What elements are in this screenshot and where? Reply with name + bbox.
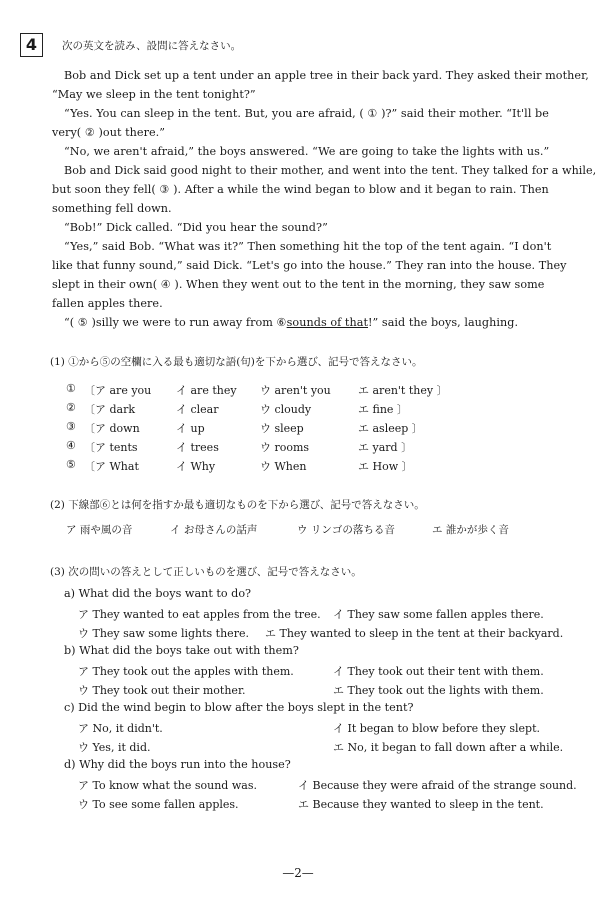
passage-line: very( ② )out there.” [52,126,166,139]
choice: イ Because they were afraid of the strange sound. [298,779,577,792]
choice: ウ cloudy [260,403,312,416]
choice: 〔ア tents [84,441,138,454]
choice: イ up [176,422,205,435]
blank-number: ③ [66,420,76,433]
choice: イ They took out their tent with them. [333,665,544,678]
blank-number: ④ [66,439,76,452]
passage-line: “Bob!” Dick called. “Did you hear the sound?” [64,221,328,234]
choice: エ No, it began to fall down after a while. [333,741,564,754]
passage-line-last [64,316,518,329]
choice: イ are they [176,384,237,397]
blank-number: ⑤ [66,458,76,471]
q3-question: a) What did the boys want to do? [64,587,252,600]
passage-line: fallen apples there. [52,297,163,310]
choice: ウ sleep [260,422,304,435]
choice: ウ リンゴの落ちる音 [297,524,395,536]
passage-line: but soon they fell( ③ ). After a while the wind began to blow and it began to rain. Then [52,183,549,196]
passage-line: “No, we aren't afraid,” the boys answered. “We are going to take the lights with us.” [64,145,550,158]
choice: ウ To see some fallen apples. [78,798,239,811]
choice: イ お母さんの話声 [170,524,258,536]
question-number-box: 4 [20,33,43,57]
choice: 〔ア What [84,460,139,473]
passage-text: !” said the boys, laughing. [368,316,519,329]
passage-line: “Yes. You can sleep in the tent. But, you are afraid, ( ① )?” said their mother. “It'll be [64,107,549,120]
q3-question: c) Did the wind begin to blow after the boys slept in the tent? [64,701,414,714]
choice: エ asleep 〕 [358,422,423,435]
choice: ア They took out the apples with them. [78,665,294,678]
instruction: 次の英文を読み、設問に答えなさい。 [62,40,242,52]
choice: ウ Yes, it did. [78,741,151,754]
page-number: —2— [282,866,314,880]
choice: エ 誰かが歩く音 [432,524,509,536]
choice: ウ They saw some lights there. [78,627,249,640]
passage-line: Bob and Dick set up a tent under an apple tree in their back yard. They asked their mother, [64,69,589,82]
choice: 〔ア down [84,422,140,435]
choice: イ trees [176,441,219,454]
choice: イ clear [176,403,219,416]
choice: エ They wanted to sleep in the tent at their backyard. [265,627,564,640]
choice: 〔ア are you [84,384,152,397]
choice: ウ When [260,460,307,473]
q3-question: d) Why did the boys run into the house? [64,758,291,771]
q2-heading: (2) 下線部⑥とは何を指すか最も適切なものを下から選び、記号で答えなさい。 [50,499,425,511]
choice: 〔ア dark [84,403,136,416]
passage-line: like that funny sound,” said Dick. “Let's go into the house.” They ran into the house. They [52,259,567,272]
q3-heading: (3) 次の問いの答えとして正しいものを選び、記号で答えなさい。 [50,566,362,578]
choice: エ How 〕 [358,460,413,473]
passage-line: Bob and Dick said good night to their mother, and went into the tent. They talked for a while, [64,164,597,177]
choice: エ They took out the lights with them. [333,684,544,697]
blank-number: ① [66,382,76,395]
blank-number: ② [66,401,76,414]
choice: エ yard 〕 [358,441,413,454]
underlined-phrase: sounds of that [286,316,368,329]
choice: エ Because they wanted to sleep in the tent. [298,798,544,811]
choice: エ aren't they 〕 [358,384,448,397]
passage-line: “May we sleep in the tent tonight?” [52,88,256,101]
choice: ア To know what the sound was. [78,779,257,792]
passage-line: something fell down. [52,202,172,215]
choice: エ fine 〕 [358,403,408,416]
choice: ウ They took out their mother. [78,684,246,697]
q1-heading: (1) ①から⑤の空欄に入る最も適切な語(句)を下から選び、記号で答えなさい。 [50,356,423,368]
choice: イ It began to blow before they slept. [333,722,540,735]
choice: ウ aren't you [260,384,331,397]
choice: ア No, it didn't. [78,722,163,735]
passage-line: slept in their own( ④ ). When they went out to the tent in the morning, they saw some [52,278,545,291]
choice: ア They wanted to eat apples from the tree. [78,608,321,621]
q3-question: b) What did the boys take out with them? [64,644,299,657]
choice: イ Why [176,460,216,473]
choice: ウ rooms [260,441,310,454]
passage-line: “Yes,” said Bob. “What was it?” Then something hit the top of the tent again. “I don't [64,240,552,253]
choice: ア 雨や風の音 [66,524,133,536]
passage-text: “( ⑤ )silly we were to run away from ⑥ [64,316,287,329]
choice: イ They saw some fallen apples there. [333,608,544,621]
